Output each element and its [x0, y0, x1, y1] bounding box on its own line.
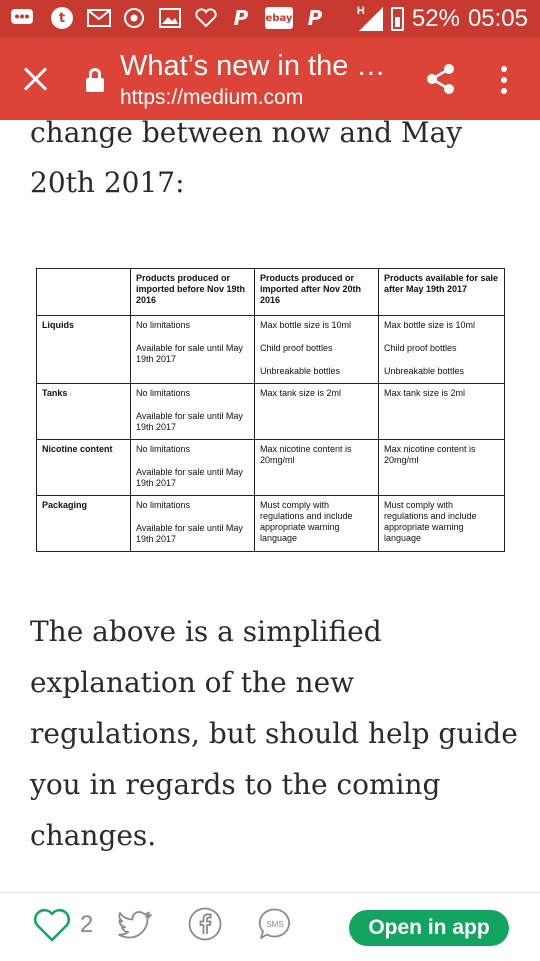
- table-row: [37, 384, 505, 440]
- table-header-cell: [37, 269, 131, 316]
- signal-icon: [356, 5, 383, 31]
- cell-line: No limitations: [136, 320, 191, 330]
- cell-line: Unbreakable bottles: [384, 366, 465, 376]
- cell-line: Max nicotine content is 20mg/ml: [260, 444, 352, 465]
- share-icon[interactable]: [424, 62, 458, 96]
- bottom-action-bar: [0, 892, 540, 961]
- cell-line: No limitations: [136, 388, 191, 398]
- sms-label: SMS: [266, 920, 284, 929]
- table-cell: [255, 384, 379, 440]
- table-cell: [255, 440, 379, 496]
- heart-icon[interactable]: [32, 907, 72, 943]
- more-options-icon[interactable]: [494, 64, 514, 96]
- row-label: Liquids: [37, 316, 131, 384]
- paypal-icon: P: [233, 6, 249, 30]
- cell-line: Must comply with regulations and include appropriate warning language: [384, 500, 477, 543]
- row-label: Nicotine content: [37, 440, 131, 496]
- cell-line: Child proof bottles: [260, 343, 333, 353]
- article-paragraph-bottom: The above is a simplified explanation of the new regulations, but should help guide you in regards to the coming changes.: [30, 615, 518, 852]
- article-paragraph-top: change between now and May 20th 2017:: [30, 116, 463, 199]
- table-header-cell: Products produced or imported before Nov 19th 2016: [131, 269, 255, 316]
- network-type: H: [356, 5, 365, 17]
- t-icon: t: [51, 7, 73, 29]
- lock-icon[interactable]: [86, 68, 104, 92]
- chrome-icon: [122, 7, 146, 29]
- paypal-icon: P: [307, 6, 323, 30]
- status-bar: [0, 0, 540, 38]
- row-label: Tanks: [37, 384, 131, 440]
- table-header-cell: Products produced or imported after Nov 20th 2016: [255, 269, 379, 316]
- cell-line: Available for sale until May 19th 2017: [136, 343, 243, 364]
- table-cell: [131, 316, 255, 384]
- cell-line: Available for sale until May 19th 2017: [136, 523, 243, 544]
- table-row: [37, 440, 505, 496]
- gmail-icon: [87, 7, 111, 29]
- sms-icon[interactable]: [258, 907, 292, 941]
- cell-line: Child proof bottles: [384, 343, 457, 353]
- cell-line: Must comply with regulations and include appropriate warning language: [260, 500, 353, 543]
- cell-line: Max tank size is 2ml: [260, 388, 342, 398]
- chat-icon: [10, 7, 34, 29]
- status-right: [356, 4, 528, 34]
- cell-line: Max bottle size is 10ml: [384, 320, 476, 330]
- cell-line: Max bottle size is 10ml: [260, 320, 352, 330]
- table-cell: [131, 496, 255, 552]
- table-cell: [255, 316, 379, 384]
- cell-line: Max nicotine content is 20mg/ml: [384, 444, 476, 465]
- table-header-cell: Products available for sale after May 19th 2017: [379, 269, 505, 316]
- table-row: [37, 316, 505, 384]
- cell-line: Unbreakable bottles: [260, 366, 341, 376]
- ebay-icon: ebay: [265, 7, 293, 29]
- cell-line: No limitations: [136, 500, 191, 510]
- twitter-icon[interactable]: [118, 909, 154, 941]
- gallery-icon: [158, 7, 182, 29]
- table-cell: [131, 440, 255, 496]
- close-icon[interactable]: [20, 64, 52, 96]
- cell-line: Max tank size is 2ml: [384, 388, 466, 398]
- page-title: What’s new in the …: [120, 50, 386, 82]
- table-cell: [379, 496, 505, 552]
- battery-icon: [391, 7, 404, 31]
- cell-line: Available for sale until May 19th 2017: [136, 411, 243, 432]
- table-cell: [379, 384, 505, 440]
- paypal-heart-icon: [194, 7, 218, 29]
- open-in-app-button[interactable]: Open in app: [349, 910, 509, 946]
- cell-line: No limitations: [136, 444, 191, 454]
- battery-percent: 52%: [411, 5, 460, 32]
- table-row: [37, 496, 505, 552]
- table-cell: [255, 496, 379, 552]
- facebook-icon[interactable]: [188, 907, 222, 941]
- table-cell: [379, 440, 505, 496]
- page-url[interactable]: https://medium.com: [120, 86, 304, 109]
- regulations-table: [36, 268, 505, 552]
- table-cell: [131, 384, 255, 440]
- like-count: 2: [80, 911, 94, 938]
- table-cell: [379, 316, 505, 384]
- clock: 05:05: [467, 5, 528, 32]
- table-header-row: [37, 269, 505, 316]
- cell-line: Available for sale until May 19th 2017: [136, 467, 243, 488]
- row-label: Packaging: [37, 496, 131, 552]
